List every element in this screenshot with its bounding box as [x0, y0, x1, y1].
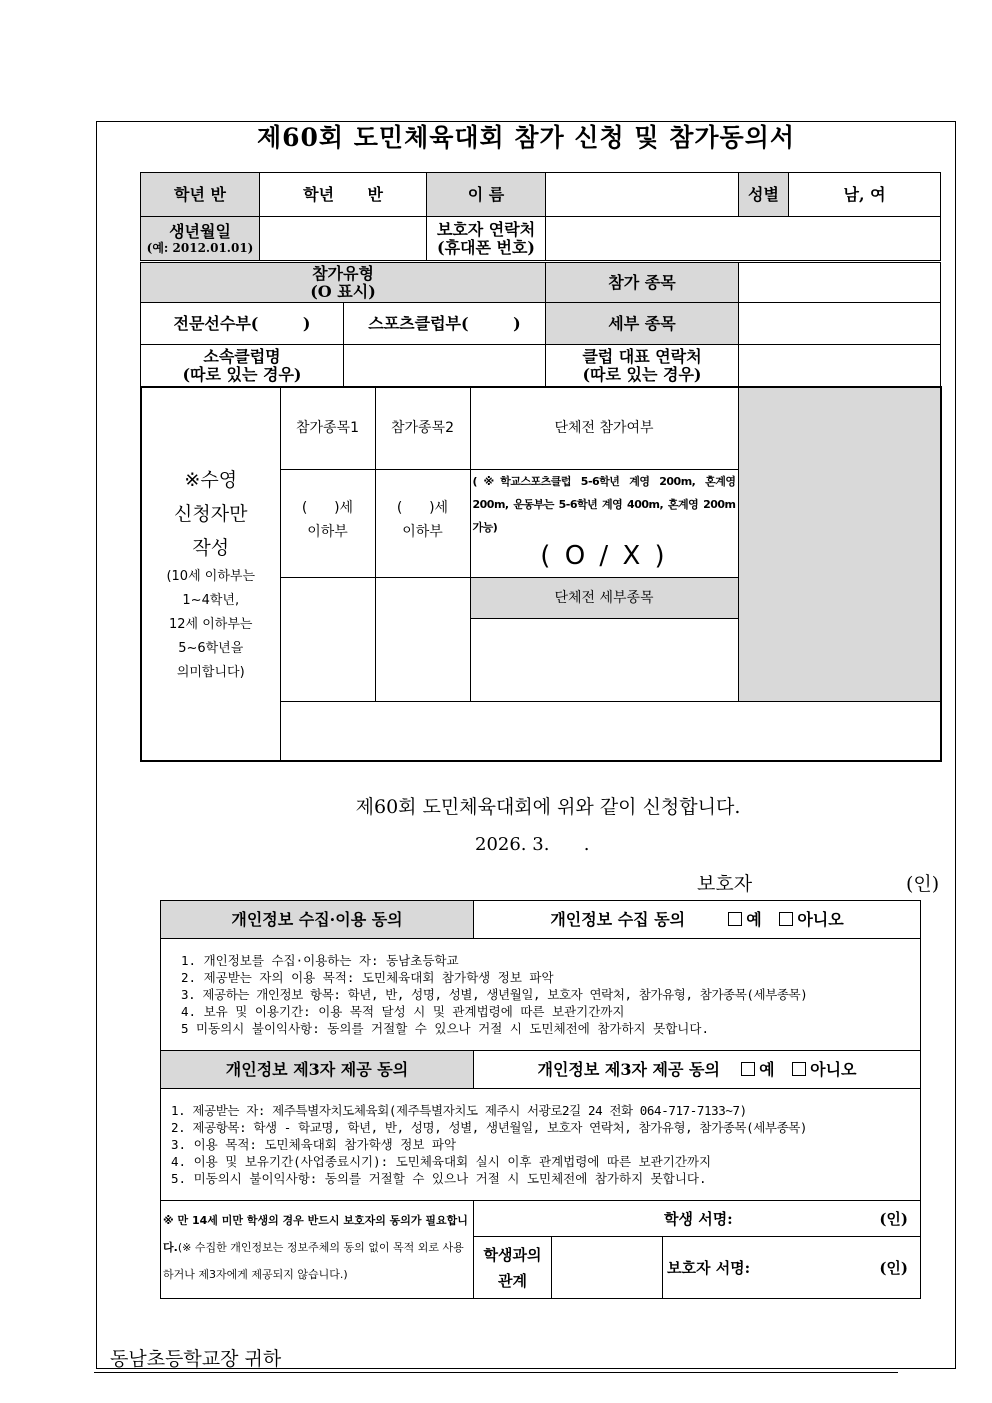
guardian-sign-row[interactable] [663, 1237, 921, 1299]
name-field[interactable] [546, 173, 739, 217]
consent2-no-label: 아니오 [810, 1059, 857, 1079]
team-choice[interactable]: ( O / X ) [540, 540, 668, 571]
guardian-seal: (인) [906, 873, 940, 895]
student-info-table [140, 172, 941, 261]
birth-field[interactable] [260, 217, 427, 261]
type-sub: (O 표시) [310, 281, 376, 301]
event1-label: 참가종목1 [280, 387, 375, 469]
student-sign-seal: (인) [879, 1209, 908, 1228]
footer-divider [94, 1372, 898, 1373]
age1-suffix: 이하부 [307, 523, 348, 540]
form-title: 제60회 도민체육대회 참가 신청 및 참가동의서 [256, 123, 795, 152]
relation-label: 학생과의 관계 [474, 1237, 552, 1299]
consent2-question-row [474, 1051, 921, 1089]
guardian-label: 보호자 [697, 873, 753, 895]
guardian-sign-label: 보호자 서명: [667, 1258, 751, 1277]
gender-label: 성별 [739, 173, 789, 217]
birth-label-text: 생년월일 [169, 221, 231, 241]
consent1-yes-checkbox[interactable] [728, 912, 742, 926]
event-field[interactable] [739, 263, 941, 303]
signature-notice-normal: (※ 수집한 개인정보는 정보주체의 동의 없이 목적 외로 사용하거나 제3자에게 제공되지 않습니다.) [163, 1241, 464, 1281]
team-label: 단체전 참가여부 [470, 387, 738, 469]
consent1-item: 5 미동의시 불이익사항: 동의를 거절할 수 있으나 거절 시 도민체전에 참가하지 못합니다. [181, 1021, 709, 1036]
swim-table [140, 386, 942, 762]
participation-table [140, 262, 941, 387]
statement-text: 제60회 도민체육대회에 위와 같이 신청합니다. [355, 796, 741, 818]
swim-note-d: 5~6학년을 [178, 641, 244, 656]
team-detail-label: 단체전 세부종목 [471, 578, 738, 619]
club-name-field[interactable] [344, 345, 546, 387]
grade-class-field[interactable]: 학년 반 [260, 173, 427, 217]
swim-blank-gray [738, 387, 941, 701]
pro-division-option[interactable]: 전문선수부( ) [141, 303, 344, 345]
consent2-title: 개인정보 제3자 제공 동의 [161, 1051, 474, 1089]
club-name-label [141, 345, 344, 387]
age2-text: ( )세 [396, 499, 449, 516]
guardian-contact-field[interactable] [546, 217, 941, 261]
age1-field[interactable] [280, 469, 375, 577]
consent2-no-checkbox[interactable] [792, 1062, 806, 1076]
consent1-no-label: 아니오 [797, 909, 844, 929]
age1-text: ( )세 [301, 499, 354, 516]
footer-addressee: 동남초등학교장 귀하 [110, 1348, 282, 1370]
swim-note-line1: ※수영 [184, 469, 238, 491]
swim-note-a: (10세 이하부는 [166, 569, 256, 584]
grade-class-label: 학년 반 [141, 173, 260, 217]
consent1-item: 1. 개인정보를 수집·이용하는 자: 동남초등학교 [181, 953, 459, 968]
signature-notice-bold: ※ 만 14세 미만 학생의 경우 반드시 보호자의 동의가 필요합니다. [163, 1214, 468, 1254]
club-contact-sub: (따로 있는 경우) [582, 364, 702, 384]
event2-extra-field[interactable] [375, 577, 470, 701]
type-label-text: 참가유형 [312, 263, 374, 283]
club-name-label-text: 소속클럽명 [203, 346, 281, 366]
student-sign-row[interactable] [474, 1201, 921, 1237]
guardian-contact-label [427, 217, 546, 261]
consent2-item: 3. 이용 목적: 도민체육대회 참가학생 정보 파악 [171, 1137, 457, 1152]
team-note: (※학교스포츠클럽 5-6학년 계영 200m, 혼계영 200m, 운동부는 5-6학년 계영 400m, 혼계영 200m 가능) [472, 474, 736, 534]
age2-suffix: 이하부 [402, 523, 443, 540]
consent2-yes-label: 예 [759, 1059, 775, 1079]
detail-event-field[interactable] [739, 303, 941, 345]
name-label: 이 름 [427, 173, 546, 217]
consent2-item: 5. 미동의시 불이익사항: 동의를 거절할 수 있으나 거절 시 도민체전에 참가하지 못합니다. [171, 1171, 707, 1186]
team-detail-cell [470, 577, 738, 701]
consent1-question: 개인정보 수집 동의 [550, 909, 686, 929]
guardian-sign-seal: (인) [879, 1258, 908, 1277]
consent1-question-row [474, 901, 921, 939]
swim-note-c: 12세 이하부는 [169, 617, 253, 632]
detail-event-label: 세부 종목 [546, 303, 739, 345]
club-name-sub: (따로 있는 경우) [182, 364, 302, 384]
consent2-item: 4. 이용 및 보유기간(사업종료시기): 도민체육대회 실시 이후 관계법령에 따른 보관기간까지 [171, 1154, 712, 1169]
consent2-yes-checkbox[interactable] [741, 1062, 755, 1076]
consent2-item: 1. 제공받는 자: 제주특별자치도체육회(제주특별자치도 제주시 서광로2길 24 전화 064-717-7133~7) [171, 1103, 747, 1118]
birth-label [141, 217, 260, 261]
consent1-item: 3. 제공하는 개인정보 항목: 학년, 반, 성명, 성별, 생년월일, 보호자 연락처, 참가유형, 참가종목(세부종목) [181, 987, 808, 1002]
event-label: 참가 종목 [546, 263, 739, 303]
swim-note-b: 1~4학년, [182, 593, 240, 608]
swim-extra-row[interactable] [280, 701, 941, 761]
club-division-option[interactable]: 스포츠클럽부( ) [344, 303, 546, 345]
swim-note-e: 의미합니다) [176, 665, 245, 680]
birth-example: (예: 2012.01.01) [146, 240, 254, 255]
gender-field[interactable]: 남, 여 [789, 173, 941, 217]
guardian-contact-sub: (휴대폰 번호) [437, 237, 536, 257]
club-contact-label-text: 클럽 대표 연락처 [582, 346, 702, 366]
consent2-item: 2. 제공항목: 학생 - 학교명, 학년, 반, 성명, 성별, 생년월일, 보호자 연락처, 참가유형, 참가종목(세부종목) [171, 1120, 808, 1135]
team-participation-field[interactable] [470, 469, 738, 577]
consent2-question: 개인정보 제3자 제공 동의 [537, 1059, 720, 1079]
consent1-item: 2. 제공받는 자의 이용 목적: 도민체육대회 참가학생 정보 파악 [181, 970, 554, 985]
consent1-yes-label: 예 [746, 909, 762, 929]
student-sign-label: 학생 서명: [664, 1209, 733, 1228]
club-contact-field[interactable] [739, 345, 941, 387]
type-label [141, 263, 546, 303]
consent1-items [161, 939, 921, 1051]
date-text: 2026. 3. . [475, 834, 590, 855]
swim-note-line3: 작성 [192, 537, 230, 559]
signature-notice [161, 1201, 474, 1299]
guardian-contact-label-text: 보호자 연락처 [436, 219, 536, 239]
event2-label: 참가종목2 [375, 387, 470, 469]
consent1-item: 4. 보유 및 이용기간: 이용 목적 달성 시 및 관계법령에 따른 보관기간까지 [181, 1004, 625, 1019]
consent2-items [161, 1089, 921, 1201]
swim-note-line2: 신청자만 [174, 503, 248, 525]
consent1-no-checkbox[interactable] [779, 912, 793, 926]
consent-table [160, 900, 921, 1299]
event1-extra-field[interactable] [280, 577, 375, 701]
club-contact-label [546, 345, 739, 387]
consent1-title: 개인정보 수집·이용 동의 [161, 901, 474, 939]
age2-field[interactable] [375, 469, 470, 577]
swim-note [141, 387, 280, 761]
relation-field[interactable] [552, 1237, 663, 1299]
